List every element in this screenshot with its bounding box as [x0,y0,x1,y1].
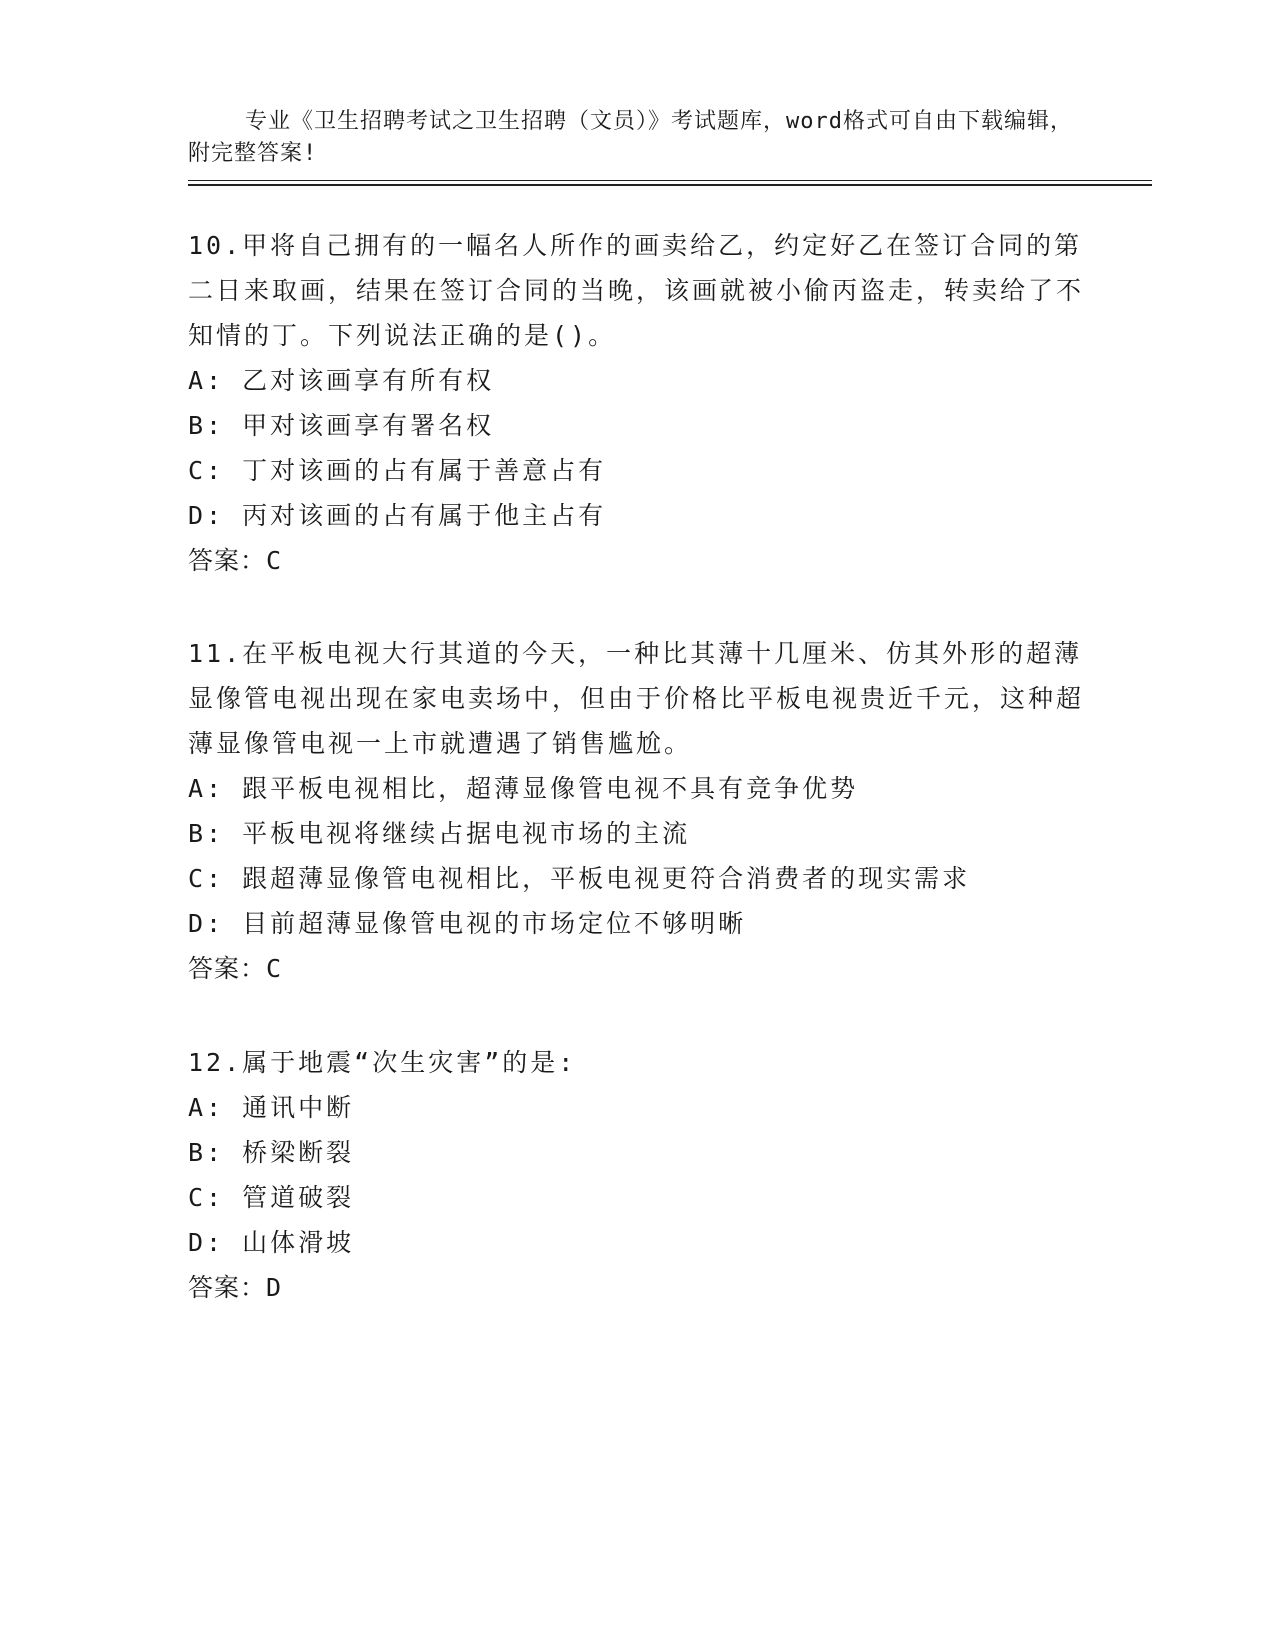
question-12 [188,1040,1088,1310]
question-stem: 10.甲将自己拥有的一幅名人所作的画卖给乙，约定好乙在签订合同的第二日来取画，结果在签订合同的当晚，该画就被小偷丙盗走，转卖给了不知情的丁。下列说法正确的是()。 [188,231,1085,350]
option-b: B: 桥梁断裂 [188,1138,355,1167]
option-a: A: 跟平板电视相比，超薄显像管电视不具有竞争优势 [188,774,859,803]
option-a: A: 乙对该画享有所有权 [188,366,495,395]
option-c: C: 丁对该画的占有属于善意占有 [188,456,607,485]
answer-value: D [266,1273,283,1302]
option-c: C: 跟超薄显像管电视相比，平板电视更符合消费者的现实需求 [188,864,971,893]
answer-label: 答案： [188,954,267,983]
option-d: D: 山体滑坡 [188,1228,355,1257]
option-b: B: 甲对该画享有署名权 [188,411,495,440]
answer-line [188,538,1088,583]
answer-line [188,946,1088,991]
document-header [188,74,1088,202]
header-divider-thin [188,180,1152,181]
question-10 [188,223,1088,583]
option-d: D: 丙对该画的占有属于他主占有 [188,501,607,530]
option-d: D: 目前超薄显像管电视的市场定位不够明晰 [188,909,747,938]
answer-value: C [266,954,283,983]
answer-line [188,1265,1088,1310]
header-divider-thick [188,184,1152,186]
answer-value: C [266,546,283,575]
question-stem: 11.在平板电视大行其道的今天，一种比其薄十几厘米、仿其外形的超薄显像管电视出现在家电卖场中，但由于价格比平板电视贵近千元，这种超薄显像管电视一上市就遭遇了销售尴尬。 [188,639,1085,758]
answer-label: 答案： [188,546,267,575]
question-11 [188,631,1088,991]
question-stem: 12.属于地震“次生灾害”的是: [188,1048,577,1077]
option-a: A: 通讯中断 [188,1093,355,1122]
header-text: 专业《卫生招聘考试之卫生招聘（文员）》考试题库，word格式可自由下载编辑，附完整答案! [188,109,1073,166]
option-c: C: 管道破裂 [188,1183,355,1212]
option-b: B: 平板电视将继续占据电视市场的主流 [188,819,691,848]
answer-label: 答案： [188,1273,267,1302]
